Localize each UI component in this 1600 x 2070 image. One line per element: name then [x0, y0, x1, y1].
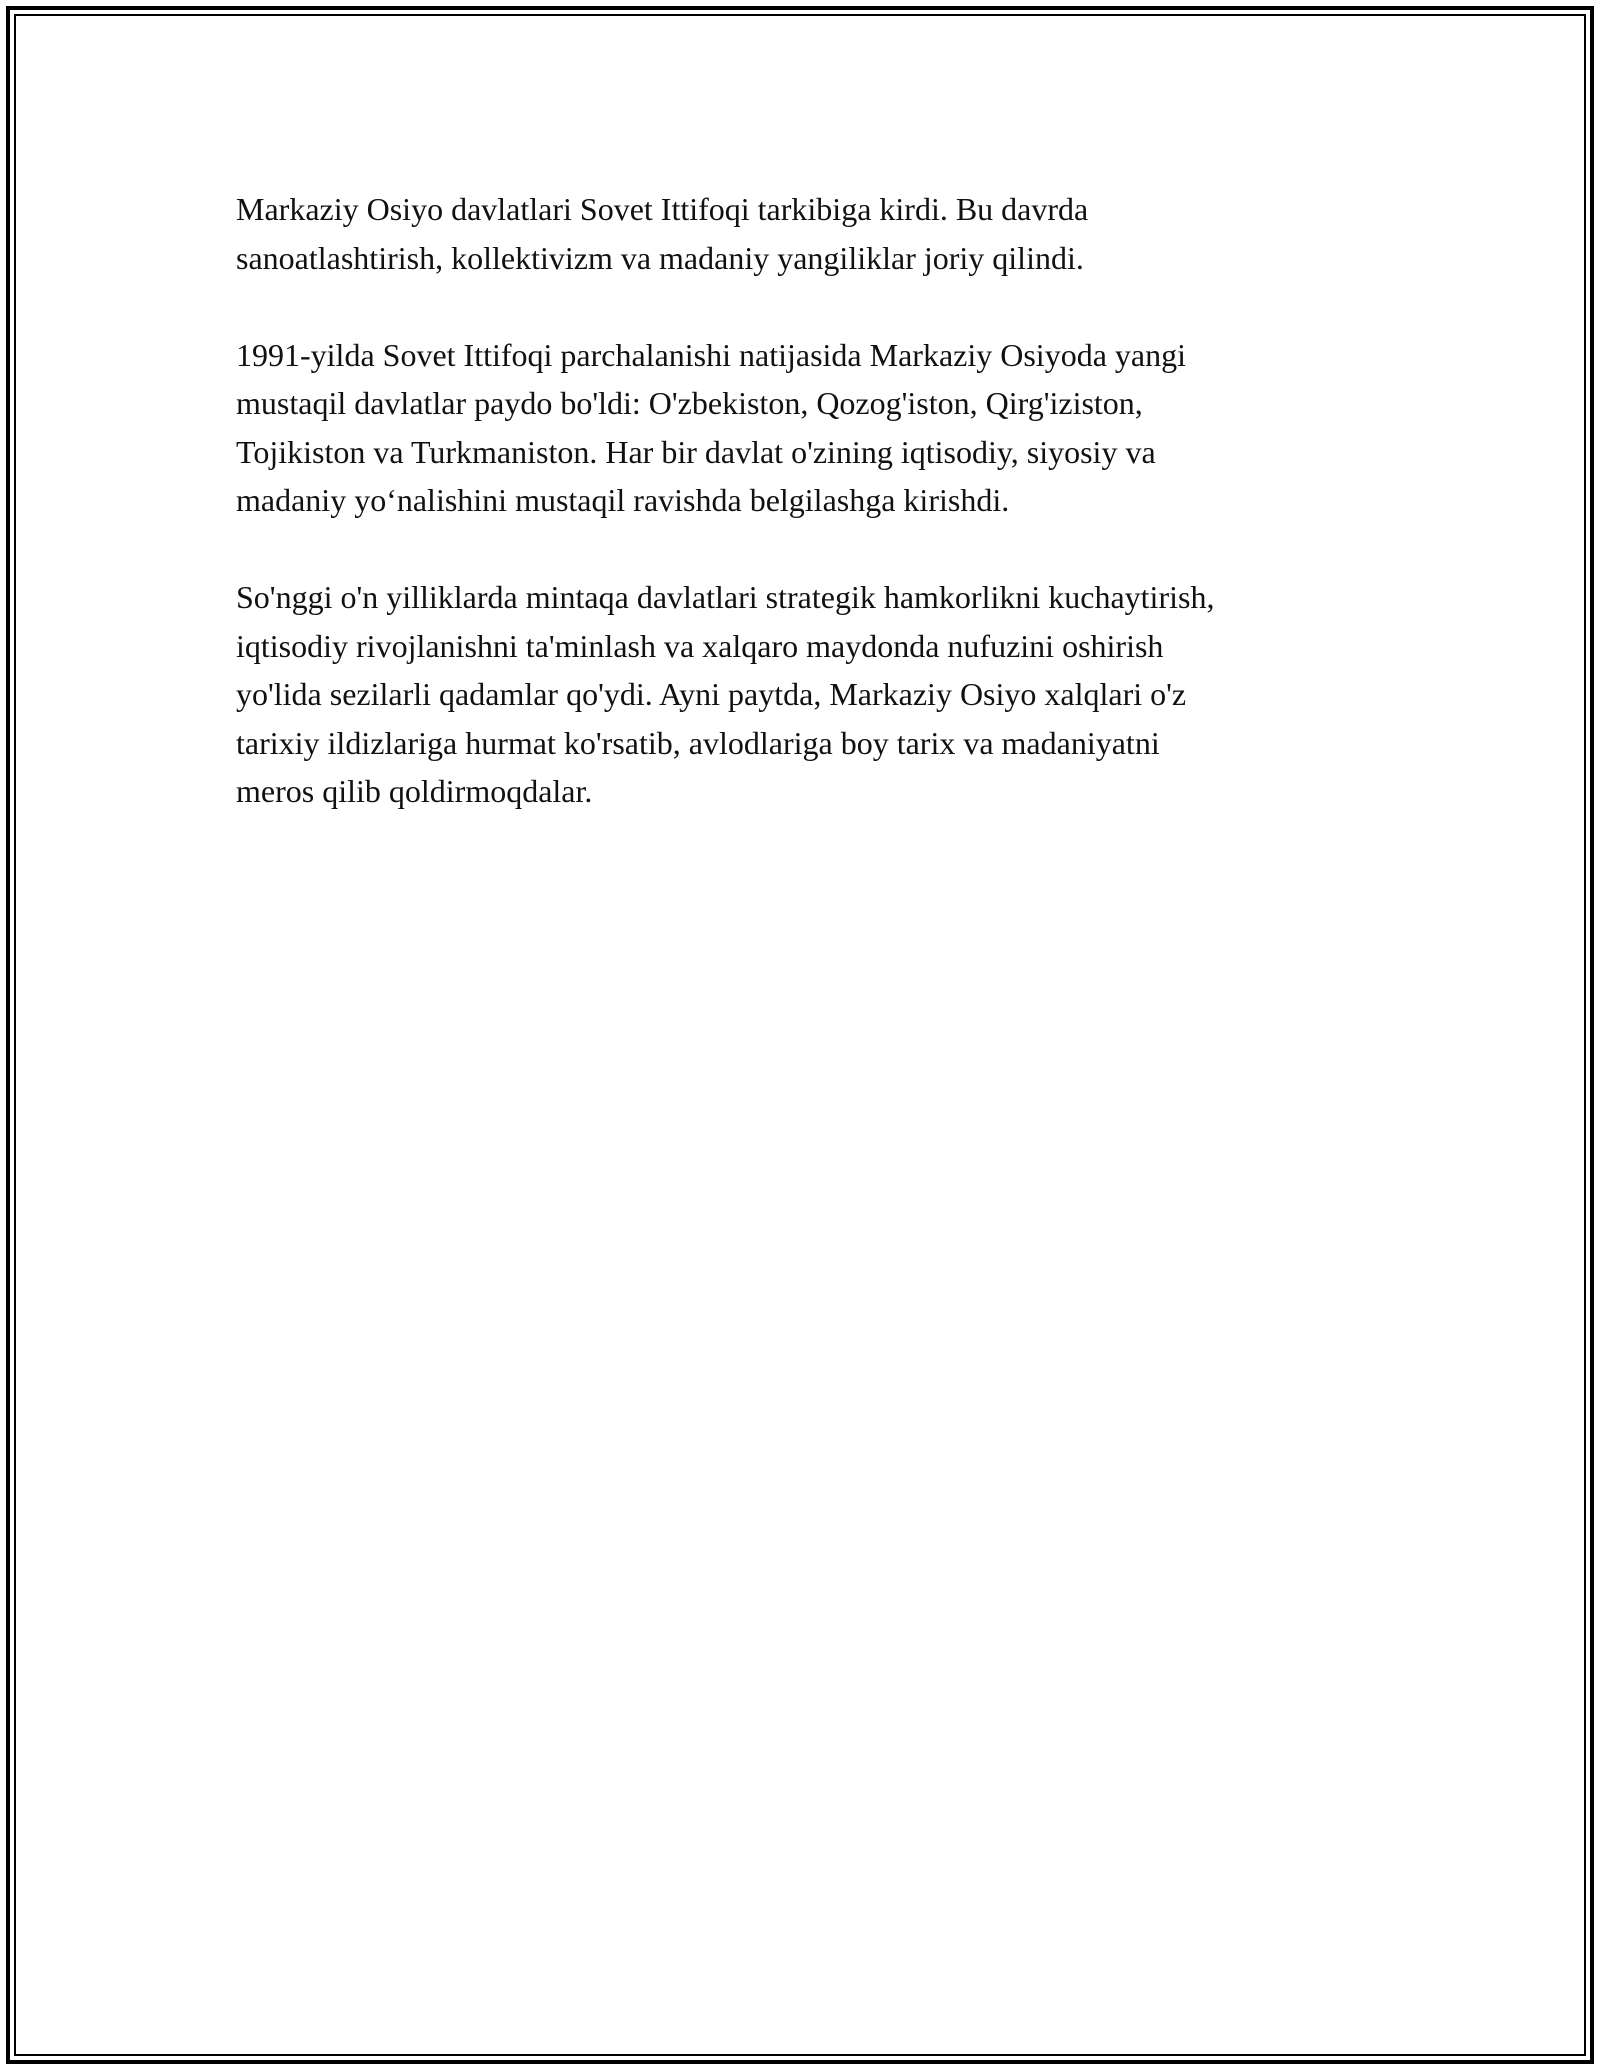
text-line: meros qilib qoldirmoqdalar.: [236, 773, 593, 809]
text-line: sanoatlashtirish, kollektivizm va madaniy yangiliklar joriy qilindi.: [236, 239, 1084, 276]
document-body: [236, 185, 1396, 864]
text-line: yo'lida sezilarli qadamlar qo'ydi. Ayni paytda, Markaziy Osiyo xalqlari o'z: [236, 676, 1187, 712]
text-line: Tojikiston va Turkmaniston. Har bir davlat o'zining iqtisodiy, siyosiy va: [236, 433, 1156, 470]
paragraph-2: [236, 331, 1396, 525]
paragraph-3: [236, 573, 1396, 816]
text-line: mustaqil davlatlar paydo bo'ldi: O'zbekiston, Qozog'iston, Qirg'iziston,: [236, 385, 1143, 421]
text-line: iqtisodiy rivojlanishni ta'minlash va xalqaro maydonda nufuzini oshirish: [236, 627, 1164, 664]
text-line: madaniy yo‘nalishini mustaqil ravishda belgilashga kirishdi.: [236, 482, 1010, 518]
text-line: tarixiy ildizlariga hurmat ko'rsatib, avlodlariga boy tarix va madaniyatni: [236, 724, 1160, 761]
text-line: So'nggi o'n yilliklarda mintaqa davlatlari strategik hamkorlikni kuchaytirish,: [236, 579, 1215, 615]
text-line: Markaziy Osiyo davlatlari Sovet Ittifoqi tarkibiga kirdi. Bu davrda: [236, 191, 1089, 227]
text-line: 1991-yilda Sovet Ittifoqi parchalanishi natijasida Markaziy Osiyoda yangi: [236, 336, 1186, 373]
paragraph-1: [236, 185, 1396, 282]
